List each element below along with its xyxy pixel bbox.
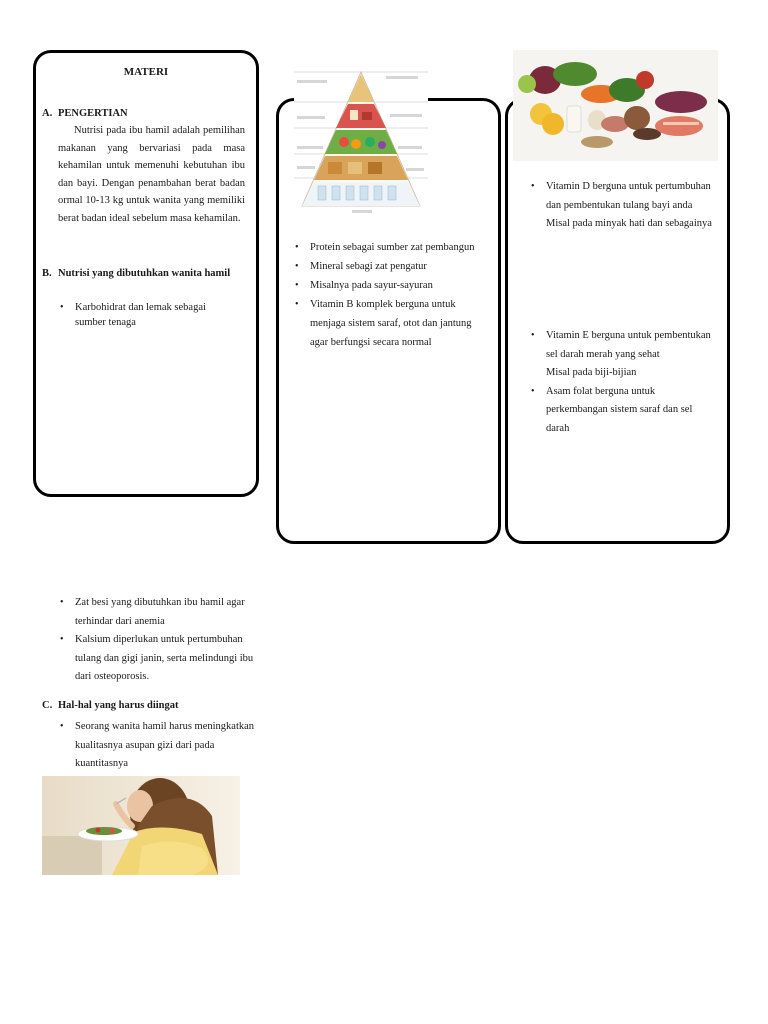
section-b-letter: B. [42,268,52,279]
definition-paragraph: Nutrisi pada ibu hamil adalah pemilihan makanan yang bervariasi pada masa kehamilan untuk memenuhi kebutuhan ibu dan bayi. Dengan penambahan berat badan ormal 10-13 kg untuk wanita yang memiliki berat badan ideal sebelum masa kehamilan. [58,125,245,224]
section-c-bullet-list [75,718,255,774]
healthy-foods-photo [513,50,718,161]
bullet-text: Asam folat berguna untuk perkembangan sistem saraf dan sel darah [546,385,693,434]
panel-vitamins [505,98,730,544]
panel3-bullet-list-2 [546,327,718,439]
bullet-text: Vitamin D berguna untuk pertumbuhan dan pembentukan tulang bayi anda [546,181,711,211]
section-c-heading [42,700,179,711]
list-item: • Vitamin B komplek berguna untuk menjaga sistem saraf, otot dan jantung agar berfungsi secara normal [310,295,485,352]
list-item: • Mineral sebagi zat pengatur [310,257,485,276]
section-b-title: Nutrisi yang dibutuhkan wanita hamil [58,268,231,279]
bullet-text: Vitamin E berguna untuk pembentukan sel darah merah yang sehat [546,330,711,360]
list-item [546,178,718,234]
food-pyramid-image [294,66,428,216]
section-a-letter: A. [42,108,53,119]
panel1-bullet-list [75,300,235,330]
list-item: • Kalsium diperlukan untuk pertumbuhan tulang dan gigi janin, serta melindungi ibu dari osteoporosis. [75,631,255,687]
bullet-note: Misal pada biji-bijian [546,367,637,379]
lower-bullet-list [75,594,255,687]
foods-photo-svg [513,50,718,161]
section-a-title: PENGERTIAN [58,108,128,119]
page-title: MATERI [123,66,169,78]
section-c-title: Hal-hal yang harus diingat [58,700,179,711]
bullet-note: Misal pada minyak hati dan sebagainya [546,218,712,230]
section-c-letter: C. [42,700,53,711]
list-item [546,383,718,439]
panel3-bullet-list-1 [546,178,718,234]
pregnant-woman-eating-photo [42,776,240,875]
list-item: • Karbohidrat dan lemak sebagai sumber tenaga [75,300,235,330]
list-item: • Protein sebagai sumber zat pembangun [310,238,485,257]
list-item: • Seorang wanita hamil harus meningkatkan kualitasnya asupan gizi dari pada kuantitasnya [75,718,255,774]
list-item: • Misalnya pada sayur-sayuran [310,276,485,295]
list-item: • Zat besi yang dibutuhkan ibu hamil agar terhindar dari anemia [75,594,255,631]
section-a-heading [42,108,128,119]
panel2-bullet-list [310,238,485,352]
section-b-heading [42,265,247,282]
list-item [546,327,718,383]
food-pyramid-svg [294,66,428,216]
mother-photo-svg [42,776,240,875]
